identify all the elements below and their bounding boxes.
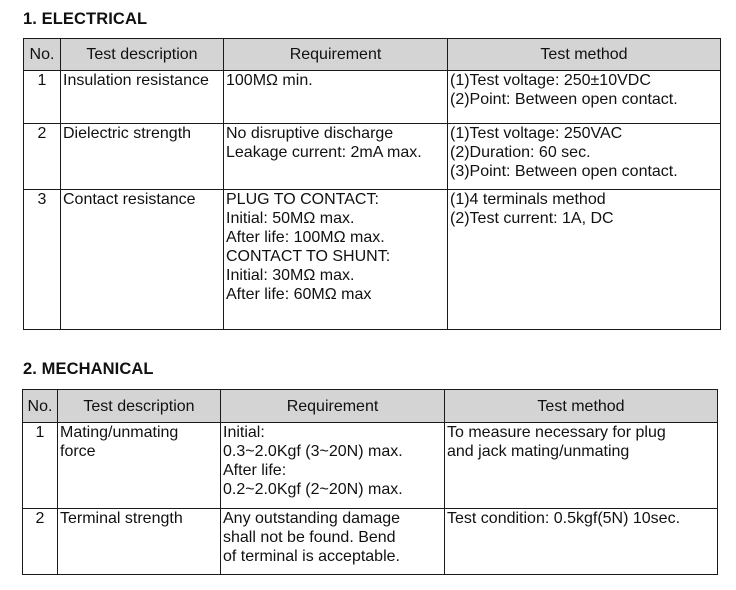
cell-text-line: (2)Test current: 1A, DC [450,210,614,227]
cell-test-method [448,71,721,124]
cell-no: 2 [24,124,61,190]
cell-text-line: and jack mating/unmating [447,443,630,460]
cell-text-line: CONTACT TO SHUNT: [226,248,391,265]
cell-no: 3 [24,190,61,330]
cell-text-line: After life: 100MΩ max. [226,229,385,246]
cell-text-line: 100MΩ min. [226,72,313,89]
cell-text-line: Initial: 30MΩ max. [226,267,355,284]
electrical-table [23,38,721,330]
col-header-test-method: Test method [445,390,718,423]
table-header-row [23,390,718,423]
table-row [23,509,718,575]
cell-text-line: Contact resistance [63,191,196,208]
table-row [24,124,721,190]
cell-no: 1 [23,423,58,509]
cell-text-line: 0.3~2.0Kgf (3~20N) max. [223,443,403,460]
cell-text-line: No disruptive discharge [226,125,394,142]
cell-requirement [224,190,448,330]
cell-text-line: force [60,443,96,460]
cell-text-line: Initial: [223,424,265,441]
col-header-requirement: Requirement [224,39,448,71]
cell-requirement [224,71,448,124]
cell-text-line: (2)Point: Between open contact. [450,91,678,108]
cell-requirement [221,509,445,575]
cell-text-line: Leakage current: 2mA max. [226,144,422,161]
cell-test-description [58,509,221,575]
cell-text-line: Terminal strength [60,510,183,527]
cell-text-line: of terminal is acceptable. [223,548,400,565]
cell-text-line: (1)Test voltage: 250±10VDC [450,72,651,89]
cell-requirement [224,124,448,190]
cell-no: 2 [23,509,58,575]
cell-test-method [445,509,718,575]
cell-no: 1 [24,71,61,124]
cell-text-line: PLUG TO CONTACT: [226,191,379,208]
electrical-table-body [24,71,721,330]
table-header-row [24,39,721,71]
section-title-mechanical: 2. MECHANICAL [23,360,154,378]
col-header-test-method: Test method [448,39,721,71]
cell-text-line: Any outstanding damage [223,510,401,527]
cell-test-description [58,423,221,509]
cell-text-line: To measure necessary for plug [447,424,666,441]
cell-text-line: 0.2~2.0Kgf (2~20N) max. [223,481,403,498]
cell-test-method [448,190,721,330]
section-title-electrical: 1. ELECTRICAL [23,10,148,28]
col-header-no: No. [24,39,61,71]
col-header-requirement: Requirement [221,390,445,423]
table-row [24,190,721,330]
cell-requirement [221,423,445,509]
cell-text-line: After life: 60MΩ max [226,286,372,303]
cell-test-description [61,71,224,124]
cell-text-line: Dielectric strength [63,125,192,142]
cell-text-line: (2)Duration: 60 sec. [450,144,591,161]
cell-text-line: Initial: 50MΩ max. [226,210,355,227]
cell-test-description [61,124,224,190]
col-header-no: No. [23,390,58,423]
col-header-test-description: Test description [61,39,224,71]
col-header-test-description: Test description [58,390,221,423]
table-row [24,71,721,124]
cell-text-line: (1)4 terminals method [450,191,606,208]
table-row [23,423,718,509]
cell-text-line: Test condition: 0.5kgf(5N) 10sec. [447,510,681,527]
mechanical-table-body [23,423,718,575]
cell-text-line: shall not be found. Bend [223,529,396,546]
cell-test-method [448,124,721,190]
cell-text-line: Mating/unmating [60,424,179,441]
cell-text-line: After life: [223,462,287,479]
cell-test-description [61,190,224,330]
cell-text-line: (1)Test voltage: 250VAC [450,125,623,142]
cell-text-line: Insulation resistance [63,72,209,89]
cell-test-method [445,423,718,509]
cell-text-line: (3)Point: Between open contact. [450,163,678,180]
mechanical-table [22,389,718,575]
